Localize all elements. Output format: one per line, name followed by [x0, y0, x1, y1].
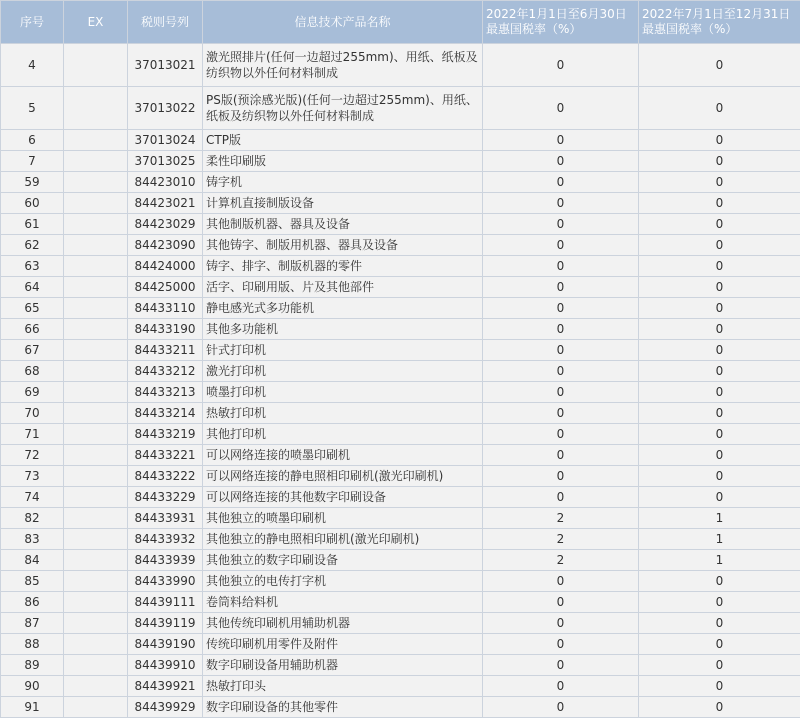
cell-rate-h1: 0 [483, 130, 639, 151]
cell-name: 激光照排片(任何一边超过255mm)、用纸、纸板及纺织物以外任何材料制成 [203, 44, 483, 87]
cell-name: 可以网络连接的喷墨印刷机 [203, 445, 483, 466]
cell-name: 可以网络连接的其他数字印刷设备 [203, 487, 483, 508]
cell-rate-h2: 0 [639, 130, 800, 151]
table-body [1, 44, 800, 718]
cell-ex [64, 319, 128, 340]
cell-ex [64, 403, 128, 424]
cell-name: 卷筒料给料机 [203, 592, 483, 613]
cell-ex [64, 571, 128, 592]
table-row [1, 172, 800, 193]
cell-ex [64, 676, 128, 697]
cell-code: 84433110 [128, 298, 203, 319]
cell-code: 84433213 [128, 382, 203, 403]
cell-name: 其他制版机器、器具及设备 [203, 214, 483, 235]
cell-rate-h1: 0 [483, 87, 639, 130]
cell-rate-h2: 0 [639, 235, 800, 256]
cell-rate-h1: 0 [483, 151, 639, 172]
cell-rate-h2: 0 [639, 361, 800, 382]
cell-ex [64, 277, 128, 298]
cell-rate-h2: 1 [639, 508, 800, 529]
cell-seq: 67 [1, 340, 64, 361]
cell-name: 计算机直接制版设备 [203, 193, 483, 214]
header-row [1, 1, 800, 44]
cell-rate-h1: 0 [483, 571, 639, 592]
table-row [1, 676, 800, 697]
header-rate-h2: 2022年7月1日至12月31日最惠国税率（%） [639, 1, 800, 44]
cell-rate-h1: 0 [483, 466, 639, 487]
cell-rate-h1: 0 [483, 319, 639, 340]
cell-ex [64, 151, 128, 172]
cell-seq: 88 [1, 634, 64, 655]
cell-rate-h1: 0 [483, 382, 639, 403]
table-row [1, 214, 800, 235]
cell-ex [64, 466, 128, 487]
cell-rate-h2: 0 [639, 592, 800, 613]
cell-rate-h2: 1 [639, 529, 800, 550]
cell-code: 84439119 [128, 613, 203, 634]
cell-name: 其他传统印刷机用辅助机器 [203, 613, 483, 634]
cell-seq: 87 [1, 613, 64, 634]
table-row [1, 361, 800, 382]
cell-rate-h2: 0 [639, 697, 800, 718]
cell-rate-h1: 2 [483, 529, 639, 550]
cell-code: 37013021 [128, 44, 203, 87]
cell-code: 84433190 [128, 319, 203, 340]
cell-rate-h2: 0 [639, 87, 800, 130]
cell-ex [64, 634, 128, 655]
cell-rate-h1: 0 [483, 403, 639, 424]
cell-name: 柔性印刷版 [203, 151, 483, 172]
cell-rate-h1: 0 [483, 193, 639, 214]
cell-seq: 89 [1, 655, 64, 676]
cell-rate-h2: 0 [639, 571, 800, 592]
table-row [1, 277, 800, 298]
table-row [1, 151, 800, 172]
cell-name: 数字印刷设备用辅助机器 [203, 655, 483, 676]
cell-code: 37013025 [128, 151, 203, 172]
table-row [1, 424, 800, 445]
cell-rate-h2: 0 [639, 445, 800, 466]
table-row [1, 697, 800, 718]
cell-ex [64, 697, 128, 718]
cell-seq: 85 [1, 571, 64, 592]
cell-rate-h1: 0 [483, 445, 639, 466]
cell-code: 84439910 [128, 655, 203, 676]
cell-seq: 90 [1, 676, 64, 697]
cell-ex [64, 298, 128, 319]
cell-code: 84433219 [128, 424, 203, 445]
cell-rate-h2: 0 [639, 382, 800, 403]
cell-ex [64, 235, 128, 256]
cell-ex [64, 340, 128, 361]
table-row [1, 445, 800, 466]
cell-code: 84433931 [128, 508, 203, 529]
cell-rate-h2: 0 [639, 214, 800, 235]
cell-code: 84439921 [128, 676, 203, 697]
cell-ex [64, 487, 128, 508]
table-row [1, 634, 800, 655]
cell-ex [64, 592, 128, 613]
cell-code: 84423010 [128, 172, 203, 193]
cell-seq: 5 [1, 87, 64, 130]
cell-code: 84423021 [128, 193, 203, 214]
cell-name: 数字印刷设备的其他零件 [203, 697, 483, 718]
cell-seq: 66 [1, 319, 64, 340]
cell-name: 可以网络连接的静电照相印刷机(激光印刷机) [203, 466, 483, 487]
header-code: 税则号列 [128, 1, 203, 44]
cell-seq: 71 [1, 424, 64, 445]
cell-code: 84433212 [128, 361, 203, 382]
cell-seq: 7 [1, 151, 64, 172]
cell-seq: 91 [1, 697, 64, 718]
table-row [1, 340, 800, 361]
cell-rate-h1: 0 [483, 361, 639, 382]
cell-name: 其他铸字、制版用机器、器具及设备 [203, 235, 483, 256]
cell-rate-h2: 0 [639, 193, 800, 214]
cell-rate-h2: 0 [639, 298, 800, 319]
cell-ex [64, 44, 128, 87]
cell-rate-h1: 0 [483, 592, 639, 613]
cell-name: 热敏打印机 [203, 403, 483, 424]
cell-rate-h1: 0 [483, 235, 639, 256]
cell-name: 活字、印刷用版、片及其他部件 [203, 277, 483, 298]
cell-rate-h1: 2 [483, 550, 639, 571]
cell-rate-h2: 0 [639, 487, 800, 508]
table-row [1, 298, 800, 319]
cell-seq: 83 [1, 529, 64, 550]
cell-rate-h1: 0 [483, 214, 639, 235]
cell-name: 激光打印机 [203, 361, 483, 382]
cell-code: 84433229 [128, 487, 203, 508]
cell-code: 84433939 [128, 550, 203, 571]
cell-name: 传统印刷机用零件及附件 [203, 634, 483, 655]
cell-seq: 82 [1, 508, 64, 529]
cell-name: 其他独立的数字印刷设备 [203, 550, 483, 571]
cell-code: 84425000 [128, 277, 203, 298]
cell-code: 84439929 [128, 697, 203, 718]
cell-ex [64, 529, 128, 550]
table-row [1, 571, 800, 592]
cell-ex [64, 424, 128, 445]
header-seq: 序号 [1, 1, 64, 44]
cell-rate-h2: 0 [639, 151, 800, 172]
table-row [1, 193, 800, 214]
cell-name: 其他独立的喷墨印刷机 [203, 508, 483, 529]
header-name: 信息技术产品名称 [203, 1, 483, 44]
cell-name: 热敏打印头 [203, 676, 483, 697]
table-row [1, 592, 800, 613]
cell-rate-h1: 0 [483, 340, 639, 361]
table-row [1, 256, 800, 277]
cell-ex [64, 193, 128, 214]
cell-name: 其他独立的静电照相印刷机(激光印刷机) [203, 529, 483, 550]
cell-seq: 84 [1, 550, 64, 571]
cell-rate-h1: 0 [483, 172, 639, 193]
cell-ex [64, 214, 128, 235]
cell-seq: 61 [1, 214, 64, 235]
cell-rate-h2: 0 [639, 277, 800, 298]
cell-ex [64, 445, 128, 466]
table-row [1, 655, 800, 676]
cell-ex [64, 87, 128, 130]
cell-rate-h2: 0 [639, 466, 800, 487]
table-row [1, 613, 800, 634]
cell-rate-h1: 0 [483, 676, 639, 697]
cell-name: 铸字、排字、制版机器的零件 [203, 256, 483, 277]
cell-code: 84433222 [128, 466, 203, 487]
cell-seq: 62 [1, 235, 64, 256]
cell-ex [64, 508, 128, 529]
cell-seq: 86 [1, 592, 64, 613]
header-rate-h1: 2022年1月1日至6月30日最惠国税率（%） [483, 1, 639, 44]
table-row [1, 382, 800, 403]
cell-code: 84424000 [128, 256, 203, 277]
cell-name: 铸字机 [203, 172, 483, 193]
cell-rate-h2: 0 [639, 44, 800, 87]
cell-ex [64, 256, 128, 277]
table-row [1, 235, 800, 256]
table-row [1, 466, 800, 487]
cell-code: 84433932 [128, 529, 203, 550]
cell-rate-h1: 0 [483, 634, 639, 655]
cell-ex [64, 172, 128, 193]
cell-seq: 72 [1, 445, 64, 466]
cell-rate-h1: 0 [483, 697, 639, 718]
cell-ex [64, 550, 128, 571]
table-header [1, 1, 800, 44]
table-row [1, 130, 800, 151]
cell-seq: 74 [1, 487, 64, 508]
cell-seq: 63 [1, 256, 64, 277]
cell-rate-h1: 0 [483, 424, 639, 445]
cell-seq: 64 [1, 277, 64, 298]
cell-seq: 70 [1, 403, 64, 424]
cell-code: 37013024 [128, 130, 203, 151]
table-row [1, 508, 800, 529]
cell-name: PS版(预涂感光版)(任何一边超过255mm)、用纸、纸板及纺织物以外任何材料制成 [203, 87, 483, 130]
cell-seq: 59 [1, 172, 64, 193]
cell-seq: 60 [1, 193, 64, 214]
cell-name: 其他打印机 [203, 424, 483, 445]
cell-seq: 69 [1, 382, 64, 403]
cell-ex [64, 655, 128, 676]
cell-ex [64, 361, 128, 382]
cell-rate-h2: 0 [639, 613, 800, 634]
cell-seq: 65 [1, 298, 64, 319]
cell-rate-h2: 0 [639, 319, 800, 340]
cell-rate-h2: 0 [639, 403, 800, 424]
cell-code: 84423090 [128, 235, 203, 256]
cell-code: 84423029 [128, 214, 203, 235]
cell-rate-h2: 0 [639, 256, 800, 277]
cell-rate-h1: 0 [483, 44, 639, 87]
cell-rate-h1: 0 [483, 487, 639, 508]
table-row [1, 403, 800, 424]
cell-ex [64, 382, 128, 403]
cell-rate-h1: 0 [483, 655, 639, 676]
cell-rate-h1: 0 [483, 613, 639, 634]
cell-code: 84433221 [128, 445, 203, 466]
table-row [1, 487, 800, 508]
cell-ex [64, 613, 128, 634]
cell-name: 针式打印机 [203, 340, 483, 361]
cell-code: 84439111 [128, 592, 203, 613]
cell-rate-h2: 1 [639, 550, 800, 571]
cell-rate-h2: 0 [639, 172, 800, 193]
cell-code: 37013022 [128, 87, 203, 130]
cell-seq: 6 [1, 130, 64, 151]
cell-rate-h2: 0 [639, 424, 800, 445]
table-row [1, 529, 800, 550]
cell-name: CTP版 [203, 130, 483, 151]
cell-code: 84433214 [128, 403, 203, 424]
cell-rate-h1: 2 [483, 508, 639, 529]
cell-seq: 4 [1, 44, 64, 87]
table-row [1, 319, 800, 340]
cell-name: 喷墨打印机 [203, 382, 483, 403]
cell-code: 84439190 [128, 634, 203, 655]
cell-rate-h2: 0 [639, 655, 800, 676]
table-row [1, 44, 800, 87]
cell-rate-h1: 0 [483, 256, 639, 277]
cell-ex [64, 130, 128, 151]
cell-seq: 68 [1, 361, 64, 382]
cell-code: 84433990 [128, 571, 203, 592]
cell-name: 其他多功能机 [203, 319, 483, 340]
cell-rate-h1: 0 [483, 277, 639, 298]
table-row [1, 87, 800, 130]
cell-rate-h1: 0 [483, 298, 639, 319]
table-row [1, 550, 800, 571]
header-ex: EX [64, 1, 128, 44]
cell-name: 其他独立的电传打字机 [203, 571, 483, 592]
cell-rate-h2: 0 [639, 676, 800, 697]
cell-seq: 73 [1, 466, 64, 487]
cell-name: 静电感光式多功能机 [203, 298, 483, 319]
cell-rate-h2: 0 [639, 634, 800, 655]
cell-code: 84433211 [128, 340, 203, 361]
cell-rate-h2: 0 [639, 340, 800, 361]
